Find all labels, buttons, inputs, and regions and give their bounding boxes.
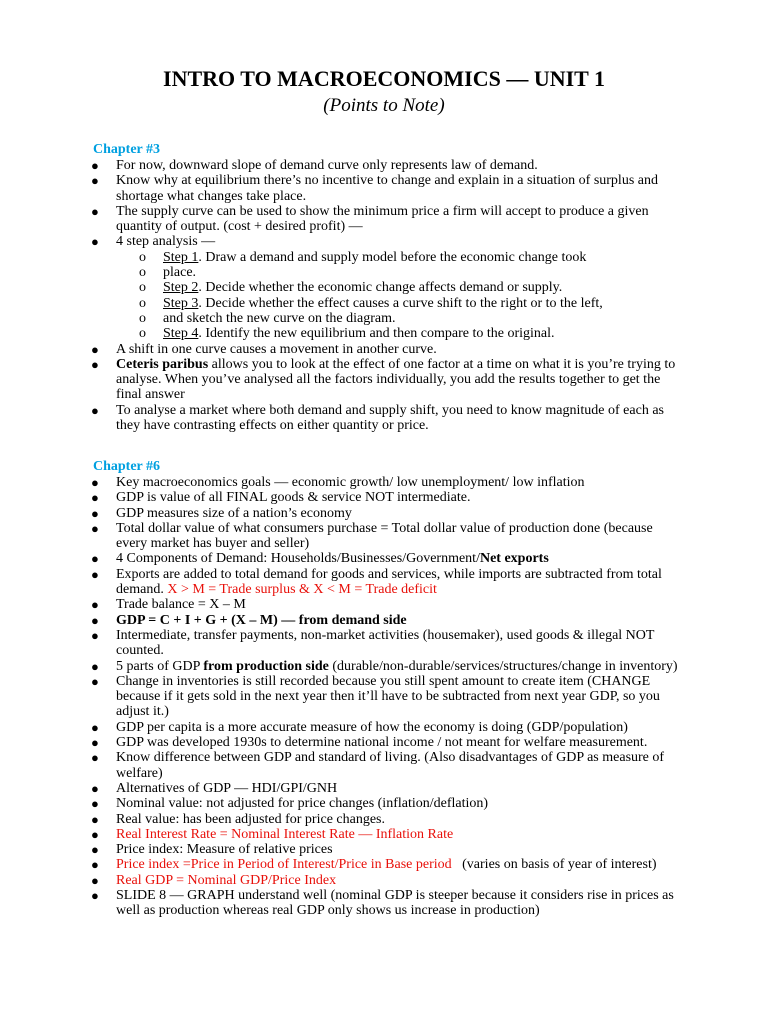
- bullet-icon: ●: [91, 490, 99, 506]
- bullet-icon: ●: [91, 735, 99, 751]
- list-item: ● The supply curve can be used to show the minimum price a firm will accept to produce a given quantity of output. (cost + desired profit) —: [91, 203, 649, 235]
- list-item: ● Change in inventories is still recorded because you still spent amount to create item (CHANGE because if it gets sold in the next year then it’ll have to be subtracted from next year GDP, so you adjust it.): [91, 673, 660, 720]
- page-subtitle: (Points to Note): [323, 95, 445, 116]
- list-item: ● Real value: has been adjusted for price changes.: [91, 811, 386, 827]
- bullet-icon: ●: [91, 750, 99, 766]
- step-item: o Step 2. Decide whether the economic change affects demand or supply.: [139, 280, 563, 296]
- bullet-icon: ●: [91, 341, 99, 357]
- list-item: ● Intermediate, transfer payments, non-market activities (housemaker), used goods & illegal NOT counted.: [91, 627, 655, 659]
- bullet-icon: ●: [91, 520, 99, 536]
- list-item: ● Exports are added to total demand for goods and services, while imports are subtracted from total demand. X > M = Trade surplus & X < M = Trade deficit: [91, 566, 662, 598]
- bullet-icon: ●: [91, 203, 99, 219]
- bullet-icon: ●: [91, 719, 99, 735]
- bullet-icon: ●: [91, 673, 99, 689]
- circle-bullet-icon: o: [139, 280, 146, 296]
- list-item: ● Trade balance = X – M: [91, 597, 246, 613]
- circle-bullet-icon: o: [139, 295, 146, 311]
- bullet-icon: ●: [91, 173, 99, 189]
- bullet-icon: ●: [91, 857, 99, 873]
- bullet-icon: ●: [91, 356, 99, 372]
- list-item: ● Key macroeconomics goals — economic growth/ low unemployment/ low inflation: [91, 475, 585, 490]
- list-item: ● Price index =Price in Period of Interest/Price in Base period (varies on basis of year of interest): [91, 857, 657, 873]
- list-item: ● Alternatives of GDP — HDI/GPI/GNH: [91, 780, 338, 796]
- list-item: ● Total dollar value of what consumers purchase = Total dollar value of production done (because every market has buyer and seller): [91, 520, 653, 552]
- list-item: ● Real Interest Rate = Nominal Interest Rate — Inflation Rate: [91, 826, 454, 842]
- step-item: o and sketch the new curve on the diagram.: [139, 310, 396, 326]
- bullet-icon: ●: [91, 612, 99, 628]
- bullet-icon: ●: [91, 158, 99, 173]
- list-item: ● GDP was developed 1930s to determine national income / not meant for welfare measurement.: [91, 735, 648, 751]
- list-item: ● Know difference between GDP and standard of living. (Also disadvantages of GDP as measure of welfare): [91, 750, 665, 781]
- bullet-icon: ●: [91, 505, 99, 521]
- list-item: ● Know why at equilibrium there’s no incentive to change and explain in a situation of surplus and shortage what changes take place.: [91, 173, 658, 204]
- chapter-3-list: [0, 158, 700, 433]
- bullet-icon: ●: [91, 234, 99, 250]
- bullet-icon: ●: [91, 566, 99, 582]
- list-item: ● 4 Components of Demand: Households/Businesses/Government/Net exports: [91, 551, 549, 567]
- list-item: ● GDP per capita is a more accurate measure of how the economy is doing (GDP/population): [91, 719, 628, 735]
- list-item: ● GDP measures size of a nation’s economy: [91, 505, 352, 521]
- circle-bullet-icon: o: [139, 310, 146, 326]
- bullet-icon: ●: [91, 475, 99, 490]
- list-item: ● Nominal value: not adjusted for price changes (inflation/deflation): [91, 796, 489, 812]
- list-item: ● To analyse a market where both demand and supply shift, you need to know magnitude of each as they have contrasting effects on either quantity or price.: [91, 402, 664, 434]
- bullet-icon: ●: [91, 842, 99, 858]
- circle-bullet-icon: o: [139, 326, 146, 342]
- bullet-icon: ●: [91, 811, 99, 827]
- chapter-3-heading: Chapter #3: [93, 142, 161, 157]
- list-item: ● GDP = C + I + G + (X – M) — from demand side: [91, 612, 407, 628]
- step-item: o Step 1. Draw a demand and supply model before the economic change took: [139, 249, 587, 265]
- list-item: ● For now, downward slope of demand curve only represents law of demand.: [91, 158, 538, 173]
- bullet-icon: ●: [91, 872, 99, 888]
- bullet-icon: ●: [91, 780, 99, 796]
- list-item: ● 4 step analysis — o Step 1. Draw a demand and supply model before the economic change took o place. o Step 2. Decide whether the economic change affects demand or supply. o Step 3. Decide whether the effect causes a curve shift to the right or to the left, o and sketch the new curve on the diagram. o Step 4. Identify the new equilibrium and then compare to the original.: [0, 234, 680, 341]
- list-item: ● GDP is value of all FINAL goods & service NOT intermediate.: [91, 490, 471, 506]
- bullet-icon: ●: [91, 551, 99, 567]
- bullet-icon: ●: [91, 658, 99, 674]
- step-item: o Step 3. Decide whether the effect causes a curve shift to the right or to the left,: [139, 295, 603, 311]
- bullet-icon: ●: [91, 402, 99, 418]
- step-item: o place.: [139, 265, 197, 281]
- list-item: ● SLIDE 8 — GRAPH understand well (nominal GDP is steeper because it considers rise in prices as well as production whereas real GDP only shows us increase in production): [91, 888, 674, 919]
- bullet-icon: ●: [91, 627, 99, 643]
- list-item: ● Real GDP = Nominal GDP/Price Index: [91, 872, 337, 888]
- list-item: ● Price index: Measure of relative prices: [91, 842, 333, 858]
- bullet-icon: ●: [91, 888, 99, 904]
- step-list: [116, 250, 680, 342]
- list-item: ● Ceteris paribus allows you to look at the effect of one factor at a time on what it is you’re trying to analyse. When you’ve analysed all the factors individually, you add the results together to get the final answer: [91, 356, 676, 403]
- list-item: ● A shift in one curve causes a movement in another curve.: [91, 341, 437, 357]
- bullet-icon: ●: [91, 796, 99, 812]
- bullet-icon: ●: [91, 597, 99, 613]
- chapter-6-heading: Chapter #6: [93, 459, 161, 474]
- list-item: ● 5 parts of GDP from production side (durable/non-durable/services/structures/change in inventory): [91, 658, 678, 674]
- chapter-6-list: [0, 475, 700, 919]
- circle-bullet-icon: o: [139, 249, 146, 265]
- step-item: o Step 4. Identify the new equilibrium and then compare to the original.: [139, 326, 555, 342]
- page-title: INTRO TO MACROECONOMICS — UNIT 1: [163, 66, 605, 91]
- circle-bullet-icon: o: [139, 265, 146, 281]
- bullet-icon: ●: [91, 826, 99, 842]
